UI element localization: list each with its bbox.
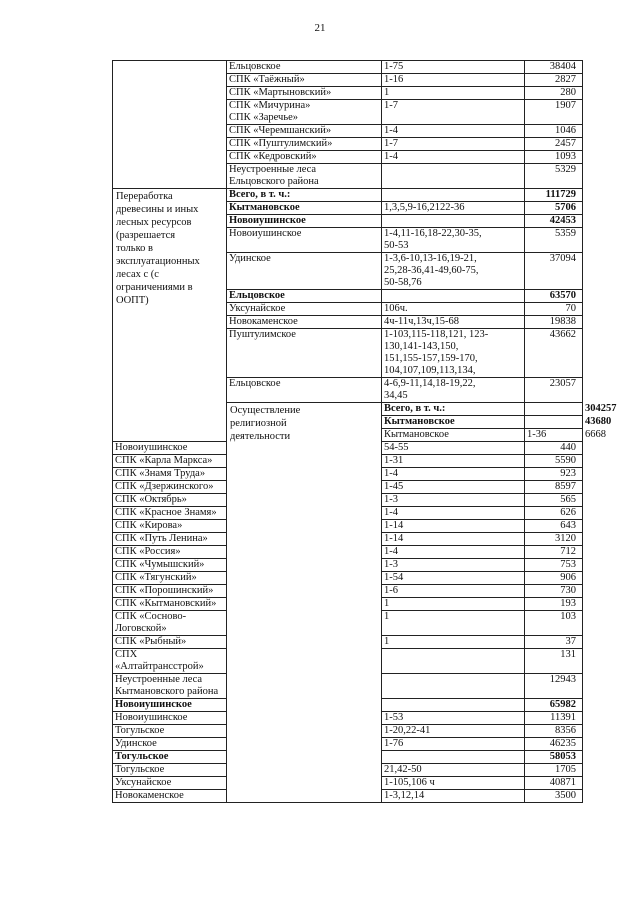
quarters-cell xyxy=(382,290,525,303)
area-cell: 8356 xyxy=(525,725,583,738)
forestry-name-cell: Пуштулимское xyxy=(227,329,382,378)
quarters-cell: 1-4,11-16,18-22,30-35, 50-53 xyxy=(382,228,525,253)
area-cell: 1907 xyxy=(525,100,583,125)
forestry-name-cell: Новоиушинское xyxy=(113,699,227,712)
forestry-name-cell: Новоиушинское xyxy=(113,712,227,725)
quarters-cell xyxy=(382,164,525,189)
forestry-name-cell: СПК «Красное Знамя» xyxy=(113,507,227,520)
quarters-cell xyxy=(382,215,525,228)
area-cell: 5329 xyxy=(525,164,583,189)
table-row xyxy=(113,189,583,202)
area-cell: 1705 xyxy=(525,764,583,777)
forestry-name-cell: Уксунайское xyxy=(113,777,227,790)
quarters-cell xyxy=(382,189,525,202)
area-cell: 1093 xyxy=(525,151,583,164)
area-cell: 63570 xyxy=(525,290,583,303)
forestry-name-cell: СПК «Карла Маркса» xyxy=(113,455,227,468)
table-body xyxy=(113,61,617,803)
quarters-cell: 1-4 xyxy=(382,125,525,138)
quarters-cell: 1-105,106 ч xyxy=(382,777,525,790)
quarters-cell xyxy=(382,649,525,674)
area-cell: 38404 xyxy=(525,61,583,74)
forestry-name-cell: Неустроенные леса Ельцовского района xyxy=(227,164,382,189)
forestry-name-cell: СПК «Таёжный» xyxy=(227,74,382,87)
forestry-name-cell: СПК «Россия» xyxy=(113,546,227,559)
forestry-name-cell: СПК «Дзержинского» xyxy=(113,481,227,494)
table-row: Осуществление религиозной деятельности Всего, в т. ч.: 304257 xyxy=(113,403,583,416)
area-cell: 43662 xyxy=(525,329,583,378)
area-cell: 440 xyxy=(525,442,583,455)
forestry-name-cell: Новоиушинское xyxy=(227,215,382,228)
quarters-cell: 1 xyxy=(382,611,525,636)
activity-cell: Осуществление религиозной деятельности xyxy=(227,403,382,803)
forestry-name-cell: СПК «Кытмановский» xyxy=(113,598,227,611)
area-cell: 626 xyxy=(525,507,583,520)
area-cell: 280 xyxy=(525,87,583,100)
area-cell: 730 xyxy=(525,585,583,598)
area-cell: 23057 xyxy=(525,378,583,403)
quarters-cell: 1-4 xyxy=(382,546,525,559)
area-cell: 923 xyxy=(525,468,583,481)
forestry-name-cell: СПК «Знамя Труда» xyxy=(113,468,227,481)
area-cell: 131 xyxy=(525,649,583,674)
area-cell: 65982 xyxy=(525,699,583,712)
area-cell: 3500 xyxy=(525,790,583,803)
table-row: Кытмановское 43680 xyxy=(113,416,583,429)
forestry-name-cell: Удинское xyxy=(227,253,382,290)
forestry-name-cell: Ельцовское xyxy=(227,378,382,403)
quarters-cell: 1-36 xyxy=(525,429,583,442)
forestry-name-cell: СПК «Чумышский» xyxy=(113,559,227,572)
quarters-cell: 1-45 xyxy=(382,481,525,494)
area-cell: 643 xyxy=(525,520,583,533)
forestry-name-cell: Новоиушинское xyxy=(113,442,227,455)
quarters-cell: 1-7 xyxy=(382,138,525,151)
forestry-name-cell: Новокаменское xyxy=(227,316,382,329)
forestry-name-cell: СПК «Кедровский» xyxy=(227,151,382,164)
area-cell: 46235 xyxy=(525,738,583,751)
forestry-name-cell: Новоиушинское xyxy=(227,228,382,253)
forestry-name-cell: СПК «Черемшанский» xyxy=(227,125,382,138)
quarters-cell xyxy=(525,403,583,416)
quarters-cell: 4ч-11ч,13ч,15-68 xyxy=(382,316,525,329)
forestry-name-cell: СПК «Октябрь» xyxy=(113,494,227,507)
forestry-name-cell: СПК «Мичурина» СПК «Заречье» xyxy=(227,100,382,125)
activity-cell xyxy=(113,61,227,189)
forestry-name-cell: СПК «Рыбный» xyxy=(113,636,227,649)
quarters-cell: 1-14 xyxy=(382,520,525,533)
forestry-name-cell: Уксунайское xyxy=(227,303,382,316)
forest-use-table xyxy=(112,60,617,803)
quarters-cell xyxy=(525,416,583,429)
table-row: Кытмановское 1-36 6668 xyxy=(113,429,583,442)
quarters-cell: 1-75 xyxy=(382,61,525,74)
quarters-cell: 1-4 xyxy=(382,507,525,520)
area-cell: 3120 xyxy=(525,533,583,546)
quarters-cell: 1-103,115-118,121, 123- 130,141-143,150, 151,155-157,159-170, 104,107,109,113,134, xyxy=(382,329,525,378)
forestry-name-cell: Тогульское xyxy=(113,751,227,764)
area-cell: 111729 xyxy=(525,189,583,202)
forestry-name-cell: Ельцовское xyxy=(227,290,382,303)
quarters-cell: 1 xyxy=(382,636,525,649)
forestry-name-cell: Неустроенные леса Кытмановского района xyxy=(113,674,227,699)
quarters-cell: 1-6 xyxy=(382,585,525,598)
forestry-name-cell: СПК «Кирова» xyxy=(113,520,227,533)
area-cell: 1046 xyxy=(525,125,583,138)
forestry-name-cell: Кытмановское xyxy=(227,202,382,215)
forestry-name-cell: Удинское xyxy=(113,738,227,751)
forestry-name-cell: СПК «Мартыновский» xyxy=(227,87,382,100)
quarters-cell: 1-76 xyxy=(382,738,525,751)
area-cell: 753 xyxy=(525,559,583,572)
forestry-name-cell: СПК «Пуштулимский» xyxy=(227,138,382,151)
activity-cell: Переработка древесины и иных лесных ресурсов (разрешается только в эксплуатационных лесах с (с ограничениями в ООПТ) xyxy=(113,189,227,442)
forestry-name-cell: Кытмановское xyxy=(382,429,525,442)
quarters-cell: 1-3,12,14 xyxy=(382,790,525,803)
area-cell: 565 xyxy=(525,494,583,507)
forestry-name-cell: Ельцовское xyxy=(227,61,382,74)
forestry-name-cell: Тогульское xyxy=(113,764,227,777)
area-cell: 70 xyxy=(525,303,583,316)
quarters-cell: 1 xyxy=(382,598,525,611)
quarters-cell: 1-53 xyxy=(382,712,525,725)
quarters-cell: 1-7 xyxy=(382,100,525,125)
quarters-cell: 1-20,22-41 xyxy=(382,725,525,738)
quarters-cell: 1-3 xyxy=(382,494,525,507)
forestry-name-cell: СПК «Порошинский» xyxy=(113,585,227,598)
quarters-cell xyxy=(382,699,525,712)
area-cell: 37 xyxy=(525,636,583,649)
quarters-cell: 1,3,5,9-16,2122-36 xyxy=(382,202,525,215)
area-cell: 37094 xyxy=(525,253,583,290)
area-cell: 5706 xyxy=(525,202,583,215)
area-cell: 8597 xyxy=(525,481,583,494)
forestry-name-cell: Тогульское xyxy=(113,725,227,738)
quarters-cell: 1-54 xyxy=(382,572,525,585)
quarters-cell: 1-31 xyxy=(382,455,525,468)
forestry-name-cell: СПХ «Алтайтрансстрой» xyxy=(113,649,227,674)
area-cell: 19838 xyxy=(525,316,583,329)
quarters-cell: 1 xyxy=(382,87,525,100)
forestry-name-cell: СПК «Тягунский» xyxy=(113,572,227,585)
area-cell: 58053 xyxy=(525,751,583,764)
quarters-cell: 54-55 xyxy=(382,442,525,455)
area-cell: 42453 xyxy=(525,215,583,228)
quarters-cell: 1-3,6-10,13-16,19-21, 25,28-36,41-49,60-75, 50-58,76 xyxy=(382,253,525,290)
quarters-cell: 1-3 xyxy=(382,559,525,572)
area-cell: 5590 xyxy=(525,455,583,468)
forestry-name-cell: Новокаменское xyxy=(113,790,227,803)
forestry-name-cell: СПК «Путь Ленина» xyxy=(113,533,227,546)
quarters-cell: 21,42-50 xyxy=(382,764,525,777)
page-number: 21 xyxy=(314,22,326,34)
quarters-cell: 1-14 xyxy=(382,533,525,546)
quarters-cell xyxy=(382,674,525,699)
quarters-cell xyxy=(382,751,525,764)
quarters-cell: 1-16 xyxy=(382,74,525,87)
area-cell: 40871 xyxy=(525,777,583,790)
area-cell: 193 xyxy=(525,598,583,611)
quarters-cell: 4-6,9-11,14,18-19,22, 34,45 xyxy=(382,378,525,403)
quarters-cell: 106ч. xyxy=(382,303,525,316)
area-cell: 12943 xyxy=(525,674,583,699)
area-cell: 2457 xyxy=(525,138,583,151)
quarters-cell: 1-4 xyxy=(382,468,525,481)
area-cell: 906 xyxy=(525,572,583,585)
quarters-cell: 1-4 xyxy=(382,151,525,164)
area-cell: 712 xyxy=(525,546,583,559)
area-cell: 103 xyxy=(525,611,583,636)
forestry-name-cell: Всего, в т. ч.: xyxy=(227,189,382,202)
forestry-name-cell: Всего, в т. ч.: xyxy=(382,403,525,416)
area-cell: 5359 xyxy=(525,228,583,253)
area-cell: 11391 xyxy=(525,712,583,725)
forestry-name-cell: СПК «Сосново- Логовской» xyxy=(113,611,227,636)
forestry-name-cell: Кытмановское xyxy=(382,416,525,429)
table-row xyxy=(113,61,583,74)
area-cell: 2827 xyxy=(525,74,583,87)
